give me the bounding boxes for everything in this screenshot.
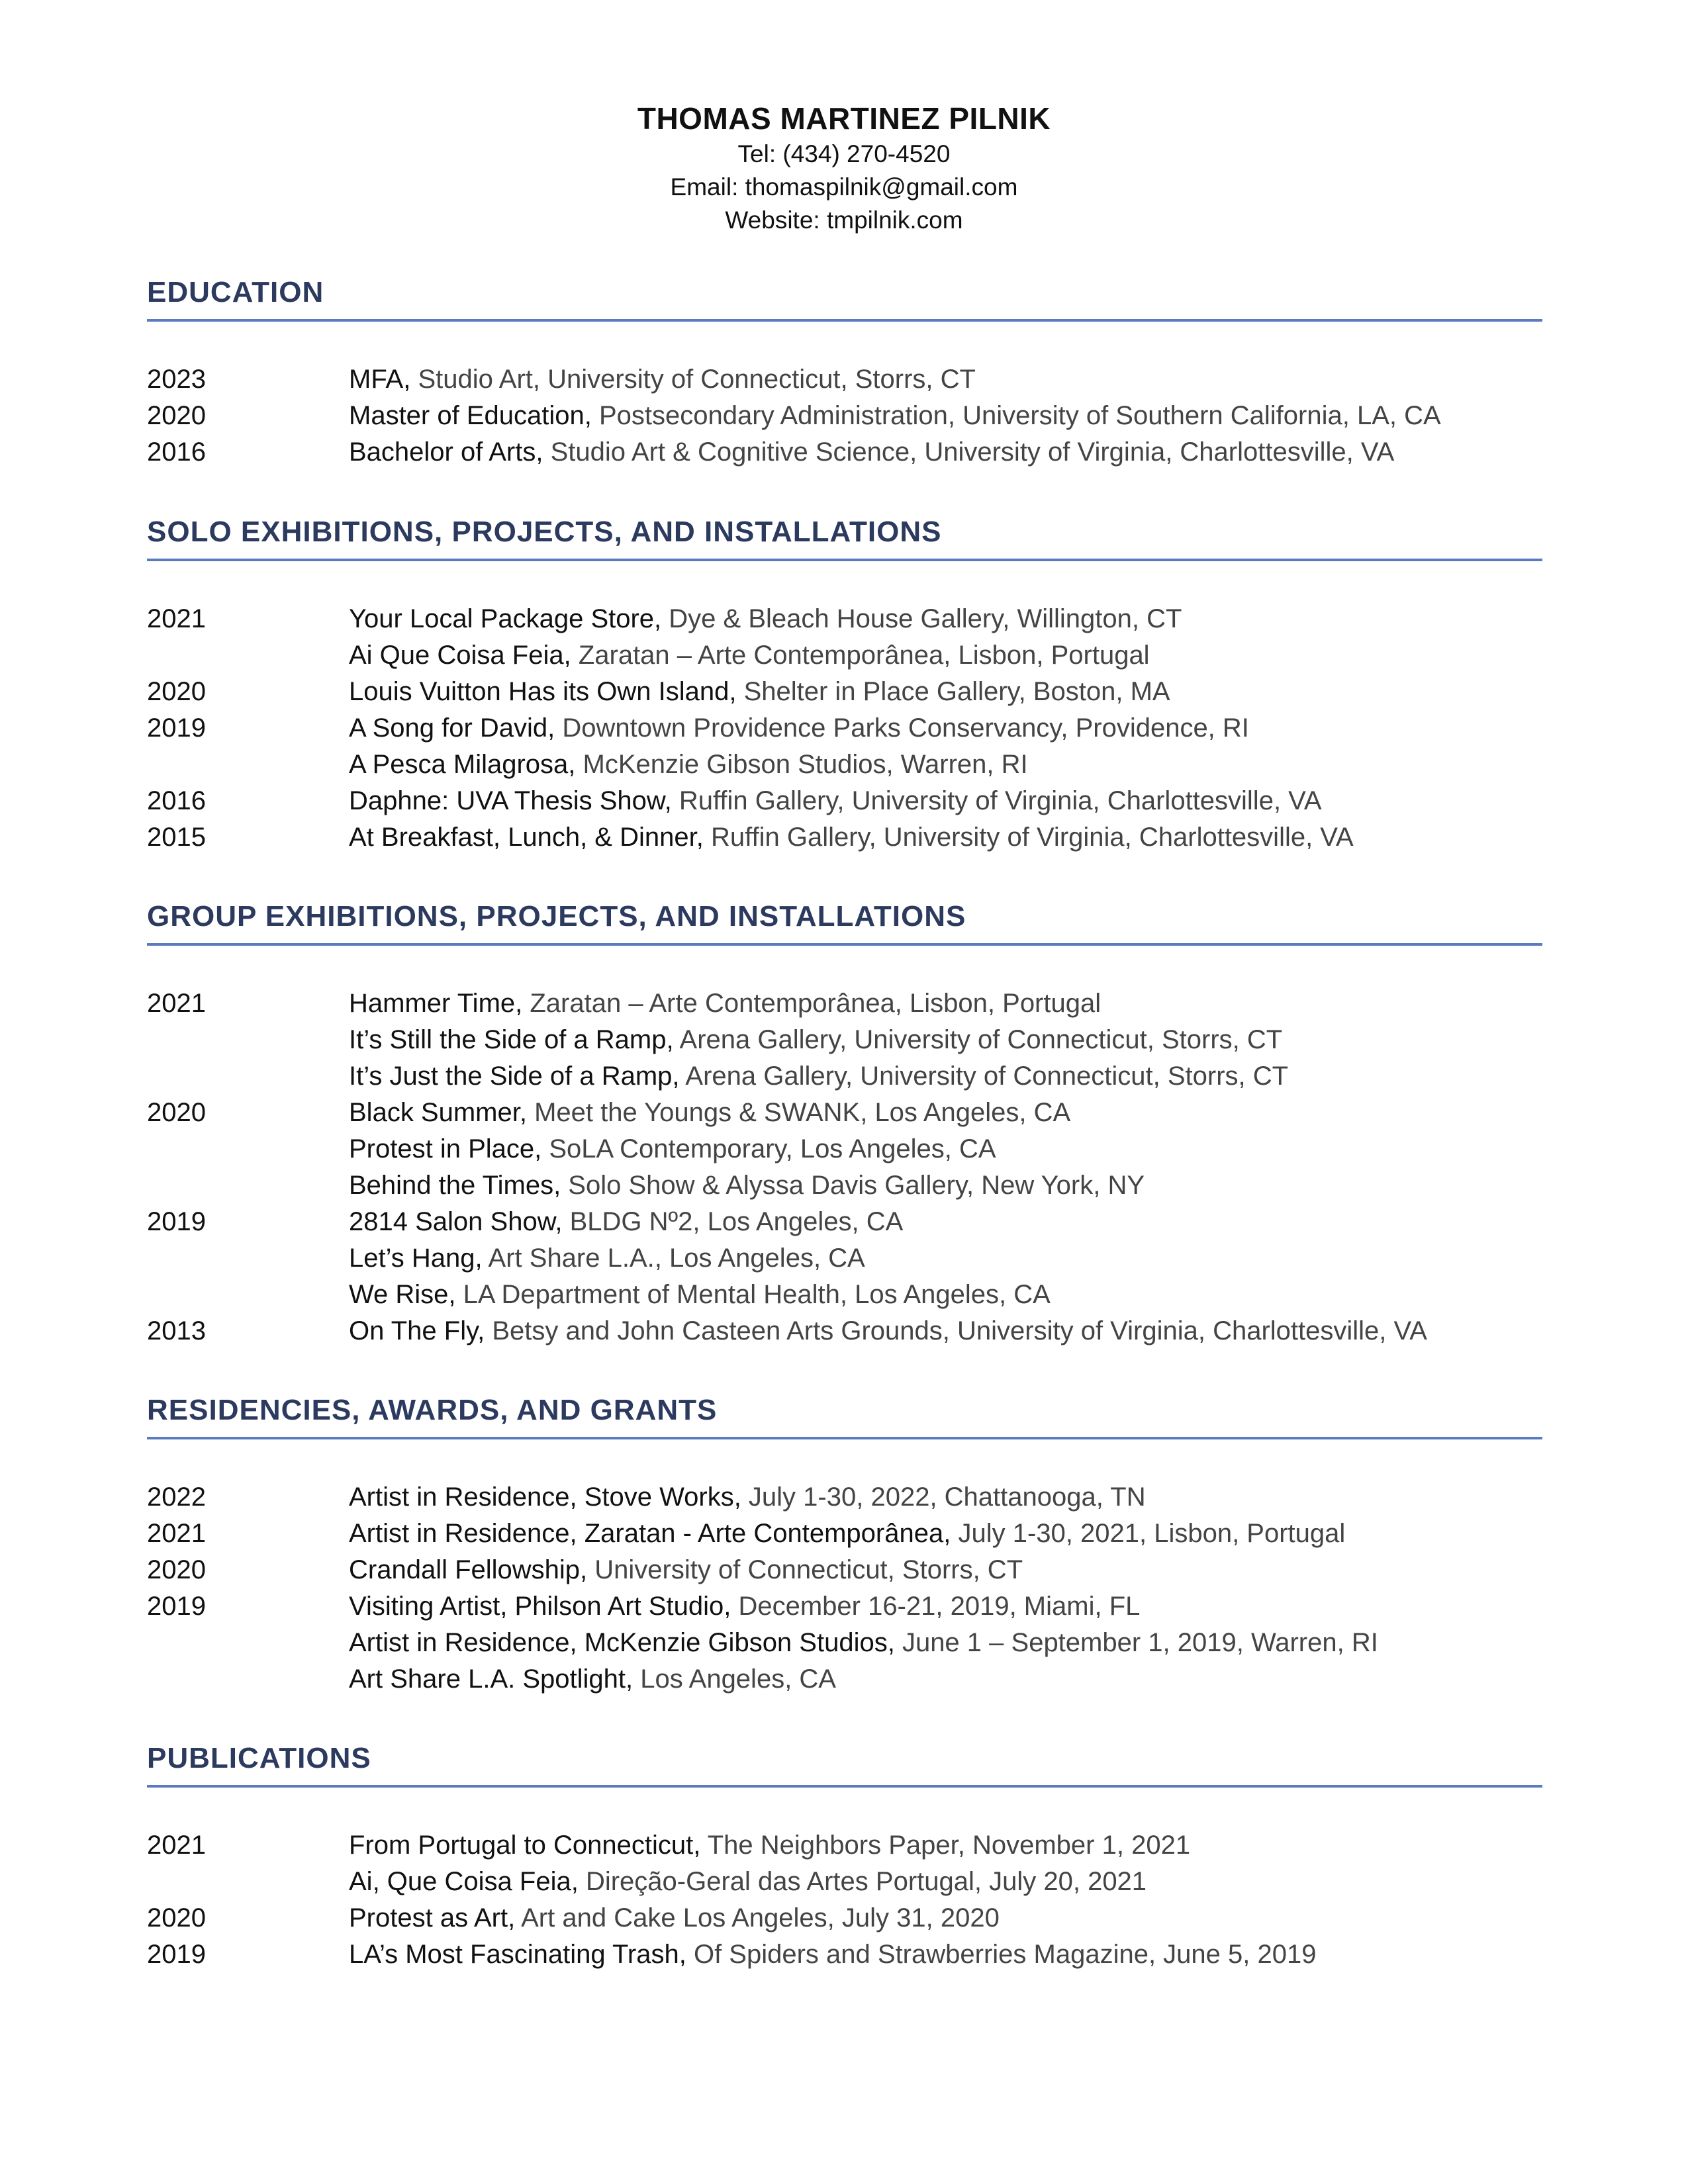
entry-detail: Arena Gallery, University of Connecticut, Storrs, CT: [679, 1062, 1289, 1091]
entry-detail: Meet the Youngs & SWANK, Los Angeles, CA: [526, 1098, 1071, 1127]
solo-exhibitions-heading: SOLO EXHIBITIONS, PROJECTS, AND INSTALLATIONS: [147, 516, 942, 548]
entry-row: [147, 819, 1542, 856]
entry-year: [147, 1167, 349, 1204]
residencies-heading: RESIDENCIES, AWARDS, AND GRANTS: [147, 1394, 718, 1426]
entry-text: [349, 1516, 1542, 1552]
residencies-divider: [147, 1437, 1542, 1439]
entry-detail: Los Angeles, CA: [633, 1664, 836, 1694]
entry-row: [147, 1313, 1542, 1349]
entry-text: [349, 1552, 1542, 1588]
entry-title: Crandall Fellowship,: [349, 1555, 588, 1584]
entry-year: 2016: [147, 786, 206, 815]
entry-row: [147, 1240, 1542, 1277]
entry-row: [147, 710, 1542, 747]
group-exhibitions-section: [147, 897, 1542, 1349]
entry-row: [147, 1479, 1542, 1516]
entry-year: 2013: [147, 1316, 206, 1345]
entry-year: [147, 1022, 349, 1058]
entry-detail: Dye & Bleach House Gallery, Willington, CT: [661, 604, 1182, 633]
entry-year: [147, 1864, 349, 1900]
entry-year: 2023: [147, 365, 206, 394]
entry-title: It’s Just the Side of a Ramp,: [349, 1062, 680, 1091]
entry-year: 2021: [147, 604, 206, 633]
entry-detail: June 1 – September 1, 2019, Warren, RI: [894, 1628, 1378, 1657]
entry-title: Artist in Residence, McKenzie Gibson Studios,: [349, 1628, 895, 1657]
entry-title: Daphne: UVA Thesis Show,: [349, 786, 672, 815]
entry-title: Louis Vuitton Has its Own Island,: [349, 677, 737, 706]
entry-detail: Zaratan – Arte Contemporânea, Lisbon, Portugal: [522, 989, 1102, 1018]
entry-detail: Zaratan – Arte Contemporânea, Lisbon, Portugal: [571, 641, 1150, 670]
entry-title: MFA,: [349, 365, 411, 394]
entry-title: 2814 Salon Show,: [349, 1207, 563, 1236]
entry-row: [147, 747, 1542, 783]
group-exhibitions-heading: GROUP EXHIBITIONS, PROJECTS, AND INSTALLATIONS: [147, 900, 966, 933]
entry-detail: Shelter in Place Gallery, Boston, MA: [736, 677, 1170, 706]
phone-number: Tel: (434) 270-4520: [737, 140, 951, 167]
entry-title: Behind the Times,: [349, 1171, 561, 1200]
entry-row: [147, 1625, 1542, 1661]
entry-detail: LA Department of Mental Health, Los Angeles, CA: [455, 1280, 1051, 1309]
entry-text: [349, 1167, 1542, 1204]
entry-detail: Ruffin Gallery, University of Virginia, Charlottesville, VA: [671, 786, 1322, 815]
entry-text: [349, 985, 1542, 1022]
solo-exhibitions-section: [147, 512, 1542, 856]
entry-row: [147, 1022, 1542, 1058]
entry-detail: Betsy and John Casteen Arts Grounds, University of Virginia, Charlottesville, VA: [485, 1316, 1427, 1345]
entry-row: [147, 398, 1542, 434]
entry-text: [349, 747, 1542, 783]
entry-title: Master of Education,: [349, 401, 592, 430]
entry-year: 2019: [147, 713, 206, 743]
cv-header: [0, 99, 1688, 237]
entry-title: We Rise,: [349, 1280, 456, 1309]
solo-exhibitions-entries: [147, 601, 1542, 856]
residencies-section: [147, 1390, 1542, 1698]
entry-detail: University of Connecticut, Storrs, CT: [587, 1555, 1023, 1584]
entry-detail: Direção-Geral das Artes Portugal, July 20, 2021: [578, 1867, 1147, 1896]
entry-detail: Art and Cake Los Angeles, July 31, 2020: [515, 1903, 1000, 1933]
entry-title: At Breakfast, Lunch, & Dinner,: [349, 823, 704, 852]
entry-year: 2020: [147, 1903, 206, 1933]
entry-title: A Song for David,: [349, 713, 555, 743]
entry-row: [147, 1131, 1542, 1167]
entry-row: [147, 1588, 1542, 1625]
entry-row: [147, 985, 1542, 1022]
entry-row: [147, 1827, 1542, 1864]
entry-year: 2019: [147, 1592, 206, 1621]
entry-year: [147, 1058, 349, 1095]
email-address: Email: thomaspilnik@gmail.com: [670, 173, 1018, 201]
entry-title: LA’s Most Fascinating Trash,: [349, 1940, 686, 1969]
entry-title: Black Summer,: [349, 1098, 527, 1127]
entry-detail: July 1-30, 2021, Lisbon, Portugal: [951, 1519, 1346, 1548]
entry-year: [147, 1625, 349, 1661]
entry-detail: Arena Gallery, University of Connecticut, Storrs, CT: [673, 1025, 1283, 1054]
entry-title: From Portugal to Connecticut,: [349, 1831, 701, 1860]
entry-text: [349, 1900, 1542, 1936]
entry-year: 2016: [147, 437, 206, 467]
entry-title: Your Local Package Store,: [349, 604, 662, 633]
entry-row: [147, 1864, 1542, 1900]
entry-title: On The Fly,: [349, 1316, 485, 1345]
entry-title: Bachelor of Arts,: [349, 437, 543, 467]
publications-entries: [147, 1827, 1542, 1973]
entry-title: Ai, Que Coisa Feia,: [349, 1867, 579, 1896]
entry-row: [147, 1058, 1542, 1095]
entry-title: Hammer Time,: [349, 989, 523, 1018]
entry-text: [349, 1827, 1542, 1864]
entry-text: [349, 601, 1542, 637]
entry-row: [147, 1900, 1542, 1936]
entry-year: 2020: [147, 1555, 206, 1584]
entry-detail: July 1-30, 2022, Chattanooga, TN: [741, 1482, 1146, 1512]
entry-year: 2015: [147, 823, 206, 852]
entry-text: [349, 1588, 1542, 1625]
entry-row: [147, 1552, 1542, 1588]
applicant-name: THOMAS MARTINEZ PILNIK: [637, 101, 1051, 136]
entry-text: [349, 1131, 1542, 1167]
entry-row: [147, 783, 1542, 819]
entry-detail: Postsecondary Administration, University of Southern California, LA, CA: [591, 401, 1441, 430]
entry-detail: Art Share L.A., Los Angeles, CA: [482, 1244, 865, 1273]
entry-title: Protest as Art,: [349, 1903, 516, 1933]
entry-title: Let’s Hang,: [349, 1244, 483, 1273]
entry-year: 2022: [147, 1482, 206, 1512]
entry-row: [147, 1277, 1542, 1313]
entry-text: [349, 674, 1542, 710]
entry-title: A Pesca Milagrosa,: [349, 750, 576, 779]
entry-detail: Of Spiders and Strawberries Magazine, June 5, 2019: [686, 1940, 1317, 1969]
entry-row: [147, 1204, 1542, 1240]
entry-year: 2021: [147, 1519, 206, 1548]
group-exhibitions-divider: [147, 943, 1542, 946]
entry-detail: SoLA Contemporary, Los Angeles, CA: [541, 1134, 996, 1163]
entry-text: [349, 434, 1542, 471]
entry-detail: Studio Art, University of Connecticut, Storrs, CT: [410, 365, 976, 394]
entry-text: [349, 819, 1542, 856]
entry-year: 2019: [147, 1207, 206, 1236]
entry-text: [349, 710, 1542, 747]
entry-year: [147, 637, 349, 674]
entry-year: [147, 747, 349, 783]
entry-text: [349, 1240, 1542, 1277]
education-heading: EDUCATION: [147, 276, 324, 308]
entry-row: [147, 674, 1542, 710]
entry-year: 2020: [147, 677, 206, 706]
entry-detail: Solo Show & Alyssa Davis Gallery, New York, NY: [561, 1171, 1145, 1200]
entry-text: [349, 1479, 1542, 1516]
entry-title: Art Share L.A. Spotlight,: [349, 1664, 633, 1694]
entry-title: Ai Que Coisa Feia,: [349, 641, 571, 670]
entry-text: [349, 1313, 1542, 1349]
entry-text: [349, 1936, 1542, 1973]
entry-detail: Downtown Providence Parks Conservancy, Providence, RI: [555, 713, 1249, 743]
entry-row: [147, 1516, 1542, 1552]
entry-year: 2021: [147, 1831, 206, 1860]
publications-divider: [147, 1785, 1542, 1788]
entry-text: [349, 361, 1542, 398]
entry-row: [147, 1167, 1542, 1204]
entry-year: 2021: [147, 989, 206, 1018]
group-exhibitions-entries: [147, 985, 1542, 1349]
entry-title: Protest in Place,: [349, 1134, 542, 1163]
entry-row: [147, 637, 1542, 674]
entry-row: [147, 434, 1542, 471]
entry-year: 2019: [147, 1940, 206, 1969]
entry-text: [349, 1204, 1542, 1240]
entry-detail: McKenzie Gibson Studios, Warren, RI: [575, 750, 1028, 779]
entry-title: It’s Still the Side of a Ramp,: [349, 1025, 674, 1054]
entry-text: [349, 1625, 1542, 1661]
entry-detail: Ruffin Gallery, University of Virginia, Charlottesville, VA: [703, 823, 1354, 852]
entry-year: [147, 1240, 349, 1277]
entry-year: 2020: [147, 401, 206, 430]
residencies-entries: [147, 1479, 1542, 1698]
entry-year: [147, 1277, 349, 1313]
entry-detail: BLDG Nº2, Los Angeles, CA: [562, 1207, 904, 1236]
entry-year: [147, 1131, 349, 1167]
entry-detail: The Neighbors Paper, November 1, 2021: [700, 1831, 1191, 1860]
entry-text: [349, 1277, 1542, 1313]
entry-text: [349, 398, 1542, 434]
entry-title: Artist in Residence, Zaratan - Arte Contemporânea,: [349, 1519, 951, 1548]
entry-detail: December 16-21, 2019, Miami, FL: [731, 1592, 1141, 1621]
solo-exhibitions-divider: [147, 559, 1542, 561]
entry-year: 2020: [147, 1098, 206, 1127]
entry-title: Visiting Artist, Philson Art Studio,: [349, 1592, 731, 1621]
education-section: [147, 273, 1542, 471]
entry-text: [349, 1095, 1542, 1131]
entry-row: [147, 1661, 1542, 1698]
entry-row: [147, 1095, 1542, 1131]
entry-text: [349, 1022, 1542, 1058]
entry-text: [349, 783, 1542, 819]
publications-section: [147, 1739, 1542, 1973]
entry-detail: Studio Art & Cognitive Science, University of Virginia, Charlottesville, VA: [543, 437, 1395, 467]
website-address: Website: tmpilnik.com: [725, 206, 963, 234]
entry-year: [147, 1661, 349, 1698]
entry-row: [147, 601, 1542, 637]
entry-text: [349, 1661, 1542, 1698]
entry-text: [349, 1058, 1542, 1095]
publications-heading: PUBLICATIONS: [147, 1742, 371, 1774]
entry-text: [349, 1864, 1542, 1900]
education-entries: [147, 361, 1542, 471]
education-divider: [147, 319, 1542, 322]
entry-row: [147, 1936, 1542, 1973]
entry-row: [147, 361, 1542, 398]
entry-text: [349, 637, 1542, 674]
entry-title: Artist in Residence, Stove Works,: [349, 1482, 741, 1512]
